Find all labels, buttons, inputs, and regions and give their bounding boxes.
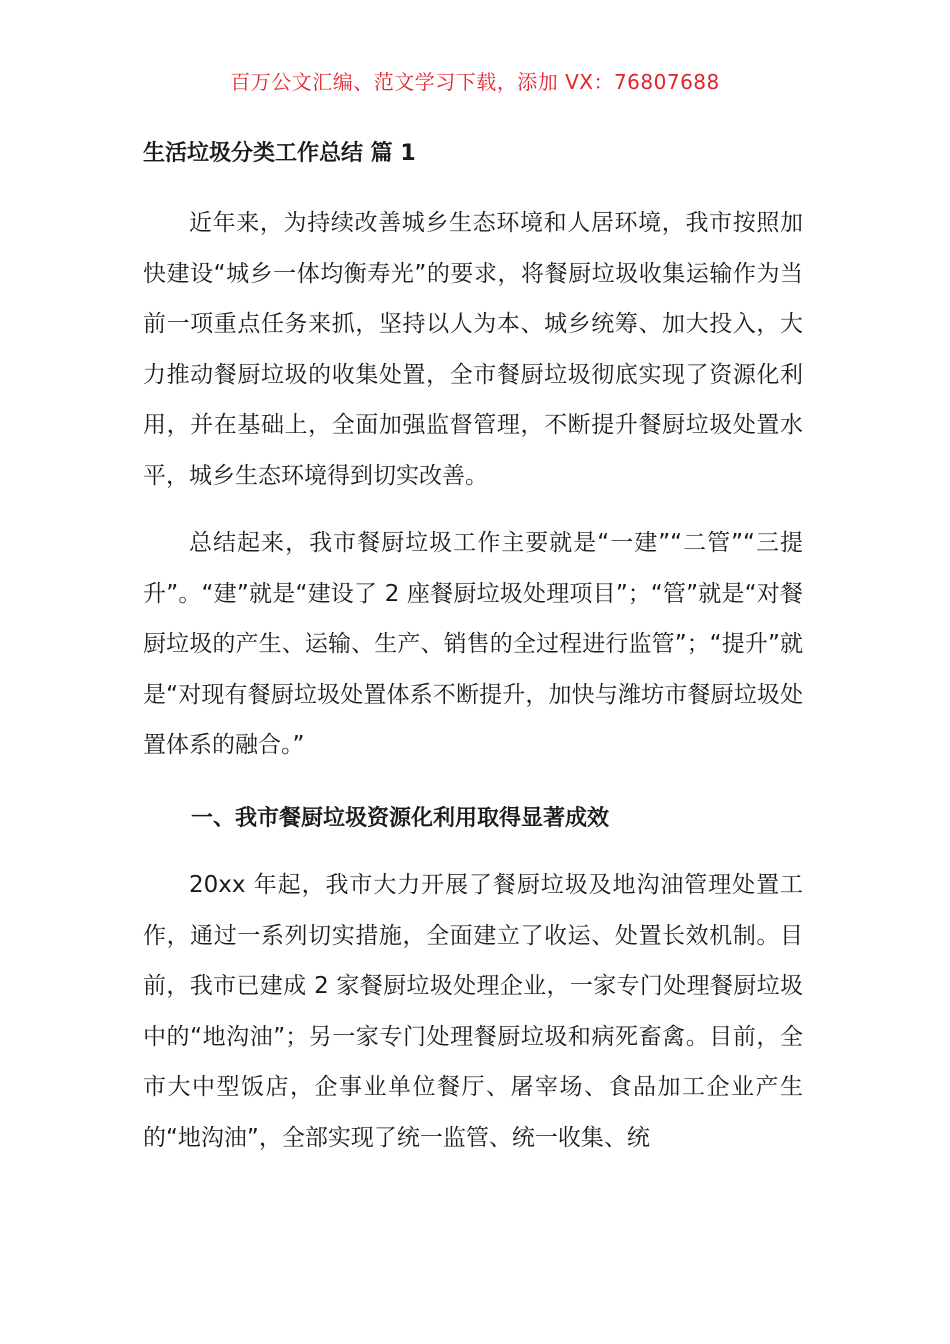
paragraph-section-1: 20xx 年起，我市大力开展了餐厨垃圾及地沟油管理处置工作，通过一系列切实措施，全面建立了收运、处置长效机制。目前，我市已建成 2 家餐厨垃圾处理企业，一家专门处理餐厨垃圾中的“地沟油”；另一家专门处理餐厨垃圾和病死畜禽。目前，全市大中型饭店，企事业单位餐厅、屠宰场、食品加工企业产生的“地沟油”，全部实现了统一监管、统一收集、统 (143, 872, 803, 1151)
header-contact-note: 百万公文汇编、范文学习下载，添加 VX：76807688 (230, 70, 720, 94)
section-heading-1: 一、我市餐厨垃圾资源化利用取得显著成效 (191, 806, 610, 831)
paragraph-summary: 总结起来，我市餐厨垃圾工作主要就是“一建”“二管”“三提升”。“建”就是“建设了 2 座餐厨垃圾处理项目”；“管”就是“对餐厨垃圾的产生、运输、生产、销售的全过程进行监管”；“提升”就是“对现有餐厨垃圾处置体系不断提升，加快与潍坊市餐厨垃圾处置体系的融合。” (143, 530, 803, 758)
paragraph-intro: 近年来，为持续改善城乡生态环境和人居环境，我市按照加快建设“城乡一体均衡寿光”的要求，将餐厨垃圾收集运输作为当前一项重点任务来抓，坚持以人为本、城乡统筹、加大投入，大力推动餐厨垃圾的收集处置，全市餐厨垃圾彻底实现了资源化利用，并在基础上，全面加强监督管理，不断提升餐厨垃圾处置水平，城乡生态环境得到切实改善。 (143, 210, 803, 489)
document-title: 生活垃圾分类工作总结 篇 1 (143, 141, 416, 166)
